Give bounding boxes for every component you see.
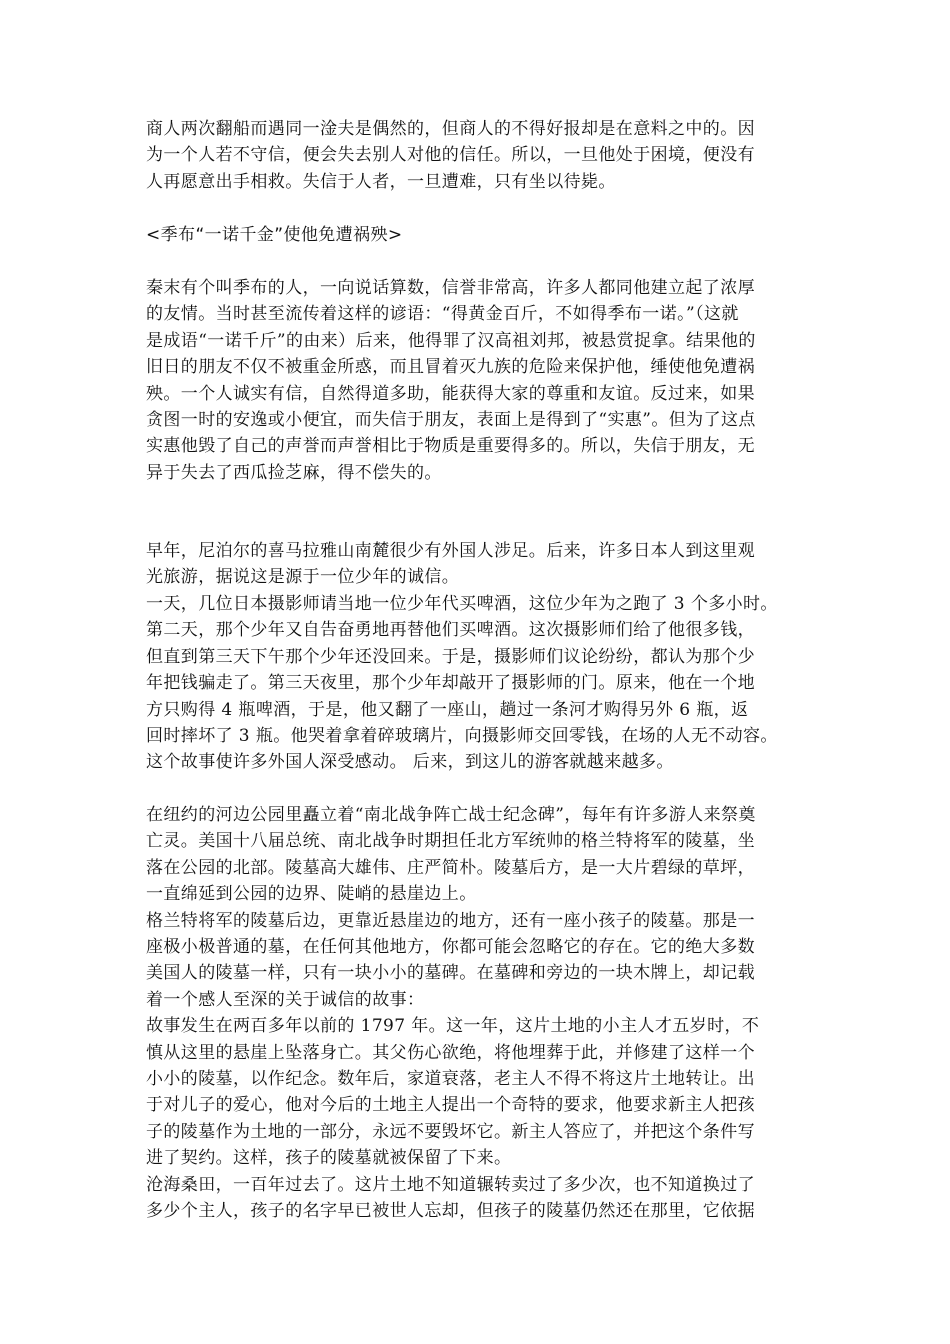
text-line: 的友情。当时甚至流传着这样的谚语：“得黄金百斤，不如得季布一诺。”（这就 — [146, 304, 739, 325]
text-line: 光旅游，据说这是源于一位少年的诚信。 — [146, 567, 460, 588]
paragraph-1797-story — [146, 1013, 814, 1171]
text-line: 是成语“一诺千斤”的由来）后来，他得罪了汉高祖刘邦，被悬赏捉拿。结果他的 — [146, 330, 756, 351]
text-line: 美国人的陵墓一样，只有一块小小的墓碑。在墓碑和旁边的一块木牌上，却记载 — [146, 963, 755, 984]
paragraph-jibu-story — [146, 275, 814, 486]
text-line: 为一个人若不守信，便会失去别人对他的信任。所以，一旦他处于困境，便没有 — [146, 145, 755, 166]
text-line: 多少个主人，孩子的名字早已被世人忘却，但孩子的陵墓仍然还在那里，它依据 — [146, 1201, 755, 1221]
text-line: 贪图一时的安逸或小便宜，而失信于朋友，表面上是得到了“实惠”。但为了这点 — [146, 410, 756, 431]
paragraph-century-later — [146, 1172, 814, 1225]
text-line: 人再愿意出手相救。失信于人者，一旦遭难，只有坐以待毙。 — [146, 171, 616, 192]
text-line: 子的陵墓作为土地的一部分，永远不要毁坏它。新主人答应了，并把这个条件写 — [146, 1121, 755, 1142]
text-line: 秦末有个叫季布的人，一向说话算数，信誉非常高，许多人都同他建立起了浓厚 — [146, 278, 755, 298]
paragraph-nepal-story — [146, 591, 814, 776]
text-line: 第二天，那个少年又自告奋勇地再替他们买啤酒。这次摄影师们给了他很多钱， — [146, 620, 755, 641]
text-line: 亡灵。美国十八届总统、南北战争时期担任北方军统帅的格兰特将军的陵墓，坐 — [146, 831, 755, 852]
paragraph-merchant-conclusion — [146, 116, 814, 195]
text-line: 方只购得 4 瓶啤酒，于是，他又翻了一座山，趟过一条河才购得另外 6 瓶，返 — [146, 699, 749, 720]
text-line: 实惠他毁了自己的声誉而声誉相比于物质是重要得多的。所以，失信于朋友，无 — [146, 436, 755, 457]
text-line: 年把钱骗走了。第三天夜里，那个少年却敲开了摄影师的门。原来，他在一个地 — [146, 673, 755, 694]
text-line: 早年，尼泊尔的喜马拉雅山南麓很少有外国人涉足。后来，许多日本人到这里观 — [146, 541, 755, 561]
paragraph-nepal-intro — [146, 538, 814, 591]
text-line: 故事发生在两百多年以前的 1797 年。这一年，这片土地的小主人才五岁时，不 — [146, 1016, 760, 1037]
paragraph-newyork-park — [146, 802, 814, 908]
text-line: 殃。一个人诚实有信，自然得道多助，能获得大家的尊重和友谊。反过来，如果 — [146, 383, 755, 404]
text-line: 着一个感人至深的关于诚信的故事： — [146, 989, 425, 1010]
section-heading-text: <季布“一诺千金”使他免遭祸殃> — [146, 225, 403, 245]
text-line: 但直到第三天下午那个少年还没回来。于是，摄影师们议论纷纷，都认为那个少 — [146, 646, 755, 667]
text-line: 进了契约。这样，孩子的陵墓就被保留了下来。 — [146, 1148, 512, 1169]
text-line: 一天，几位日本摄影师请当地一位少年代买啤酒，这位少年为之跑了 3 个多小时。 — [146, 594, 778, 614]
paragraph-child-tomb — [146, 908, 814, 1014]
text-line: 异于失去了西瓜捡芝麻，得不偿失的。 — [146, 462, 442, 483]
text-line: 落在公园的北部。陵墓高大雄伟、庄严简朴。陵墓后方，是一大片碧绿的草坪， — [146, 857, 755, 878]
text-line: 这个故事使许多外国人深受感动。 后来，到这儿的游客就越来越多。 — [146, 752, 674, 773]
text-line: 在纽约的河边公园里矗立着“南北战争阵亡战士纪念碑”，每年有许多游人来祭奠 — [146, 805, 756, 825]
text-line: 一直绵延到公园的边界、陡峭的悬崖边上。 — [146, 884, 477, 905]
text-line: 沧海桑田，一百年过去了。这片土地不知道辗转卖过了多少次，也不知道换过了 — [146, 1174, 755, 1195]
text-line: 回时摔坏了 3 瓶。他哭着拿着碎玻璃片，向摄影师交回零钱，在场的人无不动容。 — [146, 726, 778, 747]
text-line: 旧日的朋友不仅不被重金所惑，而且冒着灭九族的危险来保护他，缍使他免遭祸 — [146, 357, 755, 378]
section-heading-jibu — [146, 222, 814, 248]
text-line: 慎从这里的悬崖上坠落身亡。其父伤心欲绝，将他埋葬于此，并修建了这样一个 — [146, 1042, 755, 1063]
text-line: 小小的陵墓，以作纪念。数年后，家道衰落，老主人不得不将这片土地转让。出 — [146, 1069, 755, 1089]
text-line: 于对儿子的爱心，他对今后的土地主人提出一个奇特的要求，他要求新主人把孩 — [146, 1095, 755, 1116]
text-line: 格兰特将军的陵墓后边，更靠近悬崖边的地方，还有一座小孩子的陵墓。那是一 — [146, 910, 755, 931]
text-line: 商人两次翻船而遇同一淦夫是偶然的，但商人的不得好报却是在意料之中的。因 — [146, 119, 755, 139]
text-line: 座极小极普通的墓，在任何其他地方，你都可能会忽略它的存在。它的绝大多数 — [146, 937, 755, 957]
